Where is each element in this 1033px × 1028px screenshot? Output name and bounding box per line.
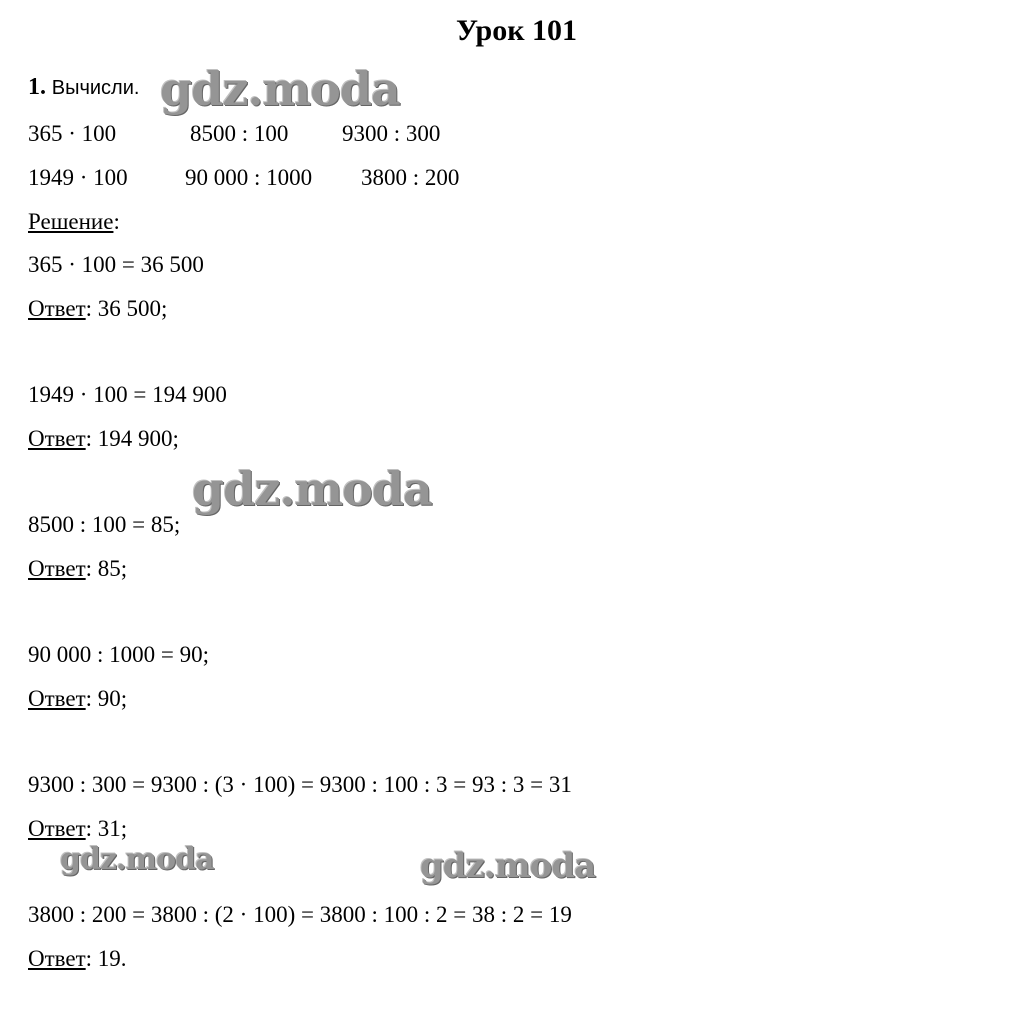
answer-value: : 19. [85,946,127,971]
solution-expr-1: 365 · 100 = 36 500 [28,252,204,277]
exercise-3: 9300 : 300 [342,121,441,146]
solution-colon: : [113,209,120,234]
answer-label: Ответ [28,296,86,321]
answer-value: : 194 900; [85,426,179,451]
answer-3 [28,555,127,583]
answer-label: Ответ [28,426,86,451]
solution-expr-2: 1949 · 100 = 194 900 [28,382,227,407]
exercise-6: 3800 : 200 [361,165,460,190]
task-text: Вычисли. [51,77,140,99]
answer-value: : 31; [85,816,128,841]
watermark-logo: gdz.moda [420,846,596,886]
answer-value: : 36 500; [85,296,168,321]
answer-2 [28,425,179,453]
exercise-4: 1949 · 100 [28,165,128,190]
watermark-logo: gdz.moda [60,842,214,877]
task-heading [28,73,139,102]
answer-label: Ответ [28,686,86,711]
answer-value: : 85; [85,556,128,581]
solution-expr-3: 8500 : 100 = 85; [28,512,181,537]
answer-label: Ответ [28,946,86,971]
answer-value: : 90; [85,686,128,711]
answer-4 [28,685,127,713]
solution-heading [28,208,120,236]
answer-1 [28,295,167,323]
answer-5 [28,815,127,843]
solution-expr-6: 3800 : 200 = 3800 : (2 · 100) = 3800 : 100 : 2 = 38 : 2 = 19 [28,902,572,927]
exercise-2: 8500 : 100 [190,121,289,146]
solution-expr-4: 90 000 : 1000 = 90; [28,642,210,667]
answer-6 [28,945,127,973]
task-number: 1. [28,74,46,100]
watermark-logo: gdz.moda [192,462,432,516]
solution-expr-5: 9300 : 300 = 9300 : (3 · 100) = 9300 : 100 : 3 = 93 : 3 = 31 [28,772,572,797]
page-title: Урок 101 [455,14,578,47]
solution-label: Решение [28,209,114,234]
exercise-1: 365 · 100 [28,121,117,146]
exercise-5: 90 000 : 1000 [185,165,313,190]
answer-label: Ответ [28,556,86,581]
answer-label: Ответ [28,816,86,841]
watermark-logo: gdz.moda [160,62,400,116]
